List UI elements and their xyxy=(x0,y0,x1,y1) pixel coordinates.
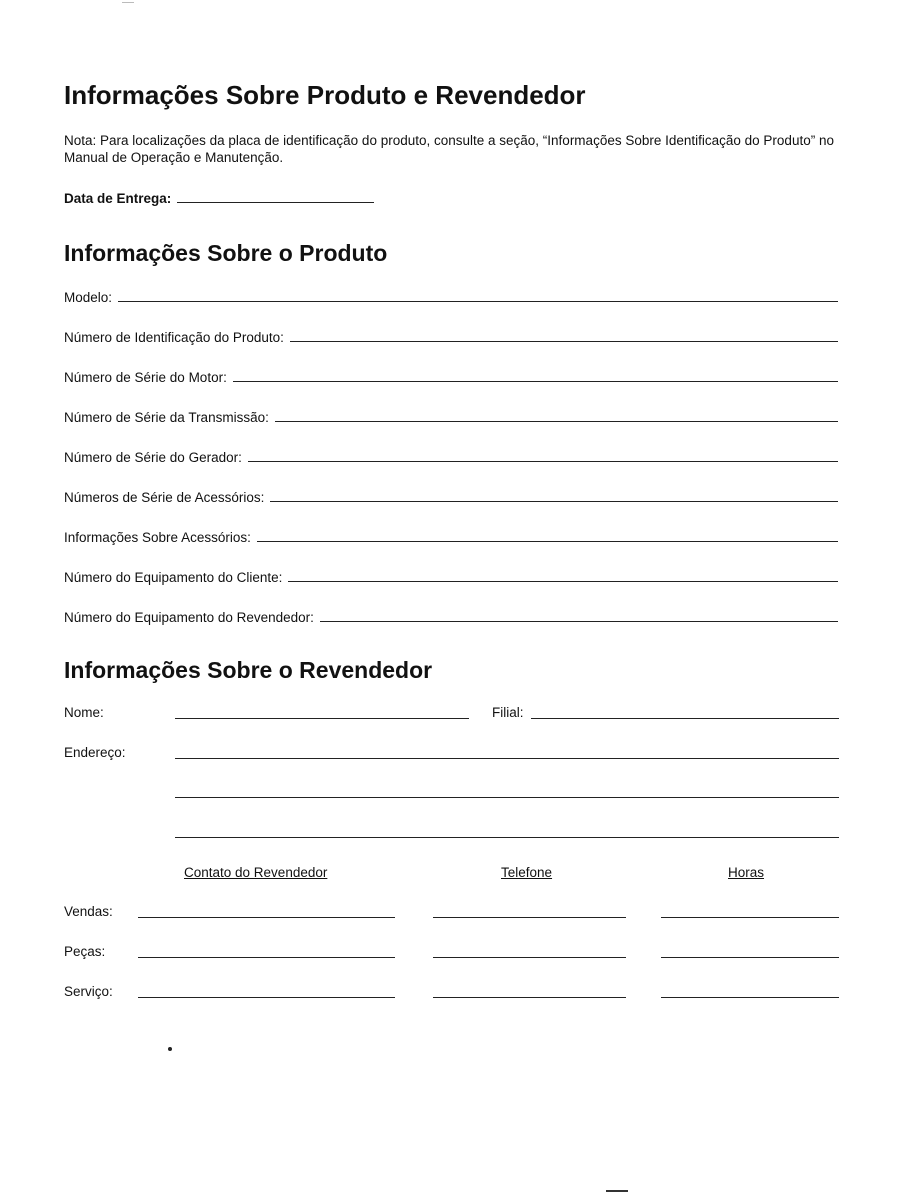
parts-phone-field[interactable] xyxy=(433,957,626,958)
product-id-field[interactable] xyxy=(290,329,838,342)
product-field-row xyxy=(64,527,838,545)
transmission-serial-label: Número de Série da Transmissão: xyxy=(64,410,269,425)
scan-mark xyxy=(122,2,134,3)
product-field-row xyxy=(64,487,838,505)
delivery-date-row xyxy=(64,188,374,206)
accessory-info-field[interactable] xyxy=(257,529,838,542)
service-phone-field[interactable] xyxy=(433,997,626,998)
contact-column-header: Contato do Revendedor xyxy=(184,865,328,880)
generator-serial-field[interactable] xyxy=(248,449,838,462)
hours-column-header: Horas xyxy=(728,865,765,880)
parts-contact-field[interactable] xyxy=(138,957,395,958)
service-label: Serviço: xyxy=(64,984,113,999)
dealer-equipment-label: Número do Equipamento do Revendedor: xyxy=(64,610,314,625)
parts-label: Peças: xyxy=(64,944,106,959)
product-id-label: Número de Identificação do Produto: xyxy=(64,330,284,345)
model-label: Modelo: xyxy=(64,290,113,305)
accessory-serials-label: Números de Série de Acessórios: xyxy=(64,490,265,505)
scan-mark xyxy=(606,1190,628,1192)
engine-serial-field[interactable] xyxy=(233,369,838,382)
service-contact-field[interactable] xyxy=(138,997,395,998)
delivery-date-label: Data de Entrega: xyxy=(64,191,172,206)
dealer-section-heading: Informações Sobre o Revendedor xyxy=(64,657,433,683)
product-section-heading: Informações Sobre o Produto xyxy=(64,240,388,266)
dealer-address-line-2[interactable] xyxy=(175,797,839,798)
scan-dot xyxy=(168,1047,172,1051)
dealer-branch-label: Filial: xyxy=(492,705,524,720)
generator-serial-label: Número de Série do Gerador: xyxy=(64,450,242,465)
sales-contact-field[interactable] xyxy=(138,917,395,918)
dealer-address-label: Endereço: xyxy=(64,745,126,760)
transmission-serial-field[interactable] xyxy=(275,409,838,422)
customer-equipment-label: Número do Equipamento do Cliente: xyxy=(64,570,283,585)
product-field-row xyxy=(64,447,838,465)
parts-hours-field[interactable] xyxy=(661,957,839,958)
dealer-name-label: Nome: xyxy=(64,705,104,720)
accessory-serials-field[interactable] xyxy=(270,489,838,502)
dealer-address-line-1[interactable] xyxy=(175,758,839,759)
dealer-name-field[interactable] xyxy=(175,718,469,719)
dealer-address-line-3[interactable] xyxy=(175,837,839,838)
product-field-row xyxy=(64,607,838,625)
product-field-row xyxy=(64,327,838,345)
product-field-row xyxy=(64,407,838,425)
dealer-equipment-field[interactable] xyxy=(320,609,838,622)
accessory-info-label: Informações Sobre Acessórios: xyxy=(64,530,251,545)
customer-equipment-field[interactable] xyxy=(288,569,838,582)
model-field[interactable] xyxy=(118,289,838,302)
dealer-branch-field[interactable] xyxy=(531,718,839,719)
product-field-row xyxy=(64,367,838,385)
product-field-row xyxy=(64,567,838,585)
service-hours-field[interactable] xyxy=(661,997,839,998)
phone-column-header: Telefone xyxy=(501,865,553,880)
sales-phone-field[interactable] xyxy=(433,917,626,918)
engine-serial-label: Número de Série do Motor: xyxy=(64,370,227,385)
sales-label: Vendas: xyxy=(64,904,113,919)
sales-hours-field[interactable] xyxy=(661,917,839,918)
page-title: Informações Sobre Produto e Revendedor xyxy=(64,80,586,110)
delivery-date-field[interactable] xyxy=(177,190,374,203)
product-field-row xyxy=(64,287,838,305)
note-text: Nota: Para localizações da placa de identificação do produto, consulte a seção, “Informações Sobre Identificação do Produto” no Manual de Operação e Manutenção. xyxy=(64,133,834,165)
